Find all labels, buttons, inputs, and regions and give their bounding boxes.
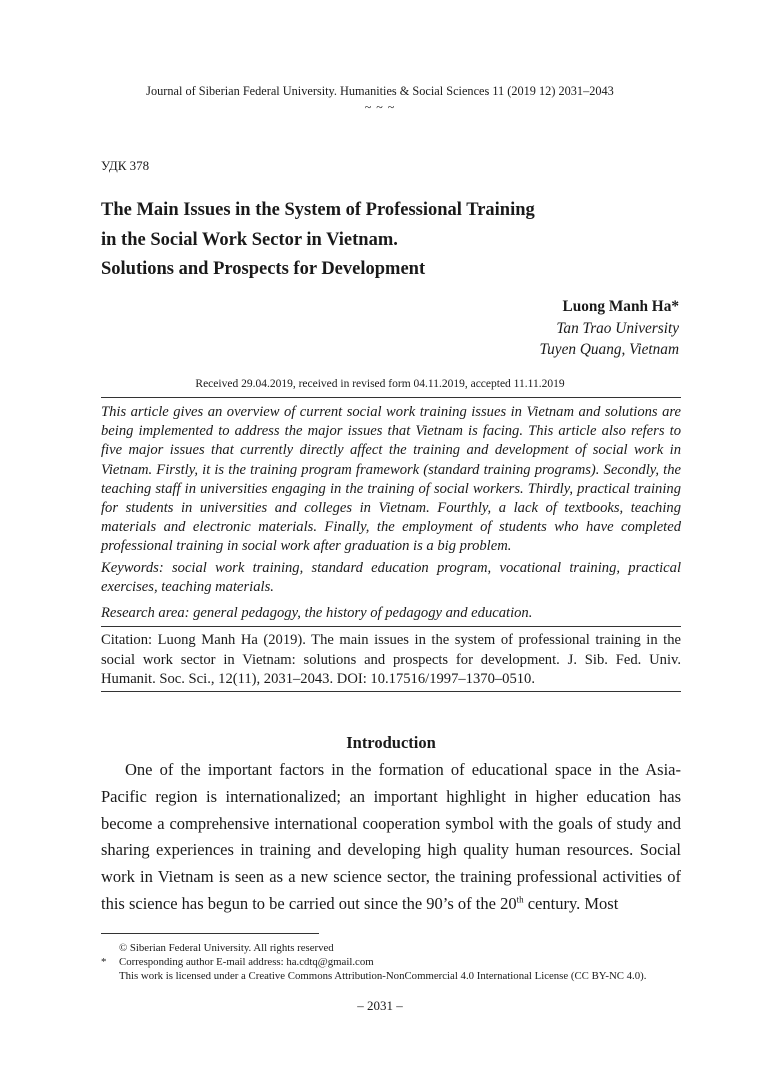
license-text: This work is licensed under a Creative Commons Attribution-NonCommercial 4.0 International License (CC BY-NC 4.0). [119, 970, 647, 982]
intro-text-end: century. Most [523, 893, 619, 913]
title-line-1: The Main Issues in the System of Professional Training [101, 200, 535, 220]
research-area: Research area: general pedagogy, the history of pedagogy and education. [101, 605, 533, 621]
author-name: Luong Manh Ha* [562, 298, 679, 315]
footnote-license [101, 970, 701, 983]
superscript-th: th [516, 894, 524, 905]
journal-header: Journal of Siberian Federal University. Humanities & Social Sciences 11 (2019 12) 2031–2043 [146, 84, 614, 98]
copyright-text: © Siberian Federal University. All rights reserved [119, 942, 334, 954]
citation: Citation: Luong Manh Ha (2019). The main issues in the system of professional training in the social work sector in Vietnam: solutions and prospects for development. J. Sib. Fed. Univ. Humanit. Soc. Sci., 12(11), 2031–2043. DOI: 10.17516/1997–1370–0510. [101, 632, 681, 688]
footnote-corresponding [101, 956, 701, 969]
title-line-2: in the Social Work Sector in Vietnam. [101, 229, 398, 250]
received-dates: Received 29.04.2019, received in revised form 04.11.2019, accepted 11.11.2019 [195, 378, 565, 390]
author-affiliation: Tan Trao University [556, 319, 679, 337]
corresponding-text: Corresponding author E-mail address: ha.cdtq@gmail.com [119, 956, 374, 968]
keywords: Keywords: social work training, standard education program, vocational training, practical exercises, teaching materials. [101, 560, 681, 596]
abstract: This article gives an overview of current social work training issues in Vietnam and solutions are being implemented to address the major issues that Vietnam is facing. This article also refers to five major issues that currently directly affect the training and development of social work in Vietnam. Firstly, it is the training program framework (standard training programs). Secondly, the teaching staff in universities engaging in the training of social workers. Thirdly, practical training for students in universities and colleges in Vietnam. Fourthly, a lack of textbooks, teaching materials and electronic materials. Finally, the employment of students who have completed professional training in social work after graduation is a big problem. [101, 404, 681, 555]
footnote-rule [101, 933, 319, 934]
page-number: – 2031 – [357, 998, 403, 1013]
section-heading-introduction: Introduction [346, 733, 436, 752]
author-block [540, 296, 680, 361]
header-ornament: ~ ~ ~ [364, 100, 396, 114]
citation-bottom-rule [101, 691, 681, 692]
author-location: Tuyen Quang, Vietnam [539, 341, 679, 358]
intro-text: One of the important factors in the formation of educational space in the Asia-Pacific region is internationalized; an important highlight in higher education has become a comprehensive international cooperation symbol with the goals of study and sharing experiences in training and developing high quality human resources. Social work in Vietnam is seen as a new science sector, the training professional activities of this science has begun to be carried out since the 90’s of the 20 [101, 760, 681, 913]
title-line-3: Solutions and Prospects for Development [101, 259, 426, 279]
abstract-top-rule [101, 397, 681, 398]
footnote-star: * [101, 956, 107, 968]
citation-top-rule [101, 626, 681, 627]
article-title [101, 196, 681, 285]
introduction-paragraph [101, 757, 681, 918]
footnote-copyright [101, 942, 701, 955]
udk-code: УДК 378 [101, 158, 150, 173]
